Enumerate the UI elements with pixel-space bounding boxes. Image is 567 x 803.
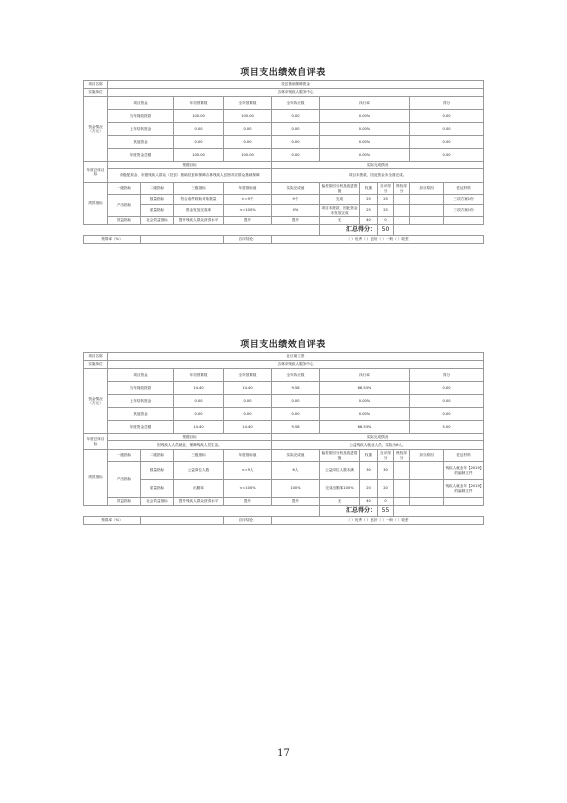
weight-value: 40: [360, 217, 378, 225]
header-deduct: 扣分原因: [410, 450, 444, 462]
budget-rate-label: 预算率（%）: [84, 517, 141, 525]
deduct-value: [410, 217, 444, 225]
actual-value: 提升: [272, 217, 320, 225]
header-ind1: 一级指标: [108, 450, 141, 462]
cell-budget: 14.40: [174, 421, 224, 434]
self-score-value: 30: [378, 462, 394, 480]
cell-rate: 0.00%: [320, 136, 410, 149]
actual-value: 9个: [272, 195, 320, 205]
weight-value: 20: [360, 480, 378, 498]
page-number: 17: [277, 748, 290, 759]
row-label: 当年财政拨款: [108, 110, 174, 123]
cell-rate: 0.00%: [320, 123, 410, 136]
header-fullyear: 全年预算数: [224, 97, 272, 110]
weight-value: 30: [360, 462, 378, 480]
ind2-social: 社会效益指标: [141, 217, 174, 225]
header-actual: 实际完成值: [272, 183, 320, 195]
cell-rate: 0.00%: [320, 408, 410, 421]
actual-goal-text: 公益残疾人就业人员，实际为6人。: [272, 441, 484, 450]
cell-score: 0.00: [410, 408, 484, 421]
evidence-value: 三项方案1份: [444, 205, 484, 217]
deduct-value: [410, 462, 444, 480]
deviation-value: 无: [320, 217, 360, 225]
header-expected-goal: 预期目标: [108, 434, 272, 441]
verify-score-value: [394, 462, 410, 480]
deviation-value: 无: [320, 498, 360, 506]
cell-exec: 9.58: [272, 382, 320, 395]
verify-score-value: [394, 217, 410, 225]
verify-score-value: [394, 195, 410, 205]
evaluation-table: [83, 352, 484, 525]
header-item: 项目资金: [108, 97, 174, 110]
cell-score: 0.00: [410, 395, 484, 408]
evidence-value: 三项方案1份: [444, 195, 484, 205]
evidence-value: [444, 217, 484, 225]
target-value: 提升: [224, 217, 272, 225]
weight-value: 40: [360, 498, 378, 506]
evidence-value: 残疾人就业年【2019】的编制文件: [444, 462, 484, 480]
label-impl-unit: 实施单位: [84, 361, 108, 369]
header-expected-goal: 预期目标: [108, 162, 272, 169]
ind3-value: 提升残疾人群众获得水平: [174, 217, 224, 225]
cell-fullyear: 100.00: [224, 110, 272, 123]
cell-exec: 0.00: [272, 110, 320, 123]
cell-exec: 0.00: [272, 408, 320, 421]
header-actual-goal: 实际完成情况: [272, 434, 484, 441]
header-target: 年度指标值: [224, 450, 272, 462]
cell-rate: 66.53%: [320, 421, 410, 434]
ind2-quality: 质量指标: [141, 480, 174, 498]
cell-exec: 0.00: [272, 136, 320, 149]
cell-score: 5.00: [410, 421, 484, 434]
total-score-value: 50: [378, 225, 394, 236]
deviation-value: 完成出勤率100%: [320, 480, 360, 498]
header-weight: 权重: [360, 183, 378, 195]
header-self-score: 自评得分: [378, 450, 394, 462]
cell-fullyear: 14.40: [224, 382, 272, 395]
label-perf: 绩效指标: [84, 450, 108, 506]
actual-value: 6人: [272, 462, 320, 480]
sheet-title: 项目支出绩效自评表: [240, 340, 326, 350]
label-funds: 资金情况（万元）: [84, 97, 108, 162]
evaluation-sheet-2: [83, 338, 483, 525]
grade-label: 自评结论：: [224, 517, 272, 525]
sheet-title: 项目支出绩效自评表: [240, 68, 326, 78]
target-value: <=100%: [224, 480, 272, 498]
ind3-value: 符合条件救助对象数量: [174, 195, 224, 205]
cell-budget: 100.00: [174, 149, 224, 162]
row-label: 上年结转资金: [108, 395, 174, 408]
ind1-effect: 效益指标: [108, 498, 141, 506]
header-actual: 实际完成值: [272, 450, 320, 462]
actual-value: 0%: [272, 205, 320, 217]
header-exec: 全年执行数: [272, 369, 320, 382]
ind2-quality: 质量指标: [141, 205, 174, 217]
label-project-name: 项目名称: [84, 81, 108, 89]
ind3-value: 资金发放完成率: [174, 205, 224, 217]
label-funds: 资金情况（万元）: [84, 369, 108, 434]
cell-score: 0.00: [410, 136, 484, 149]
label-project-name: 项目名称: [84, 353, 108, 361]
row-label: 年度资金总额: [108, 421, 174, 434]
header-ind3: 三级指标: [174, 450, 224, 462]
self-score-value: 25: [378, 195, 394, 205]
ind3-value: 公益岗位人数: [174, 462, 224, 480]
ind3-value: 出勤率: [174, 480, 224, 498]
target-value: <=9人: [224, 462, 272, 480]
header-deviation: 偏差原因分析及改进措施: [320, 183, 360, 195]
cell-budget: 0.00: [174, 136, 224, 149]
weight-value: 25: [360, 205, 378, 217]
deduct-value: [410, 498, 444, 506]
deduct-value: [410, 480, 444, 498]
actual-value: 提升: [272, 498, 320, 506]
target-value: 提升: [224, 498, 272, 506]
cell-score: 0.00: [410, 382, 484, 395]
header-deduct: 扣分原因: [410, 183, 444, 195]
cell-budget: 0.00: [174, 123, 224, 136]
header-self-score: 自评得分: [378, 183, 394, 195]
header-weight: 权重: [360, 450, 378, 462]
cell-budget: 100.00: [174, 110, 224, 123]
header-ind1: 一级指标: [108, 183, 141, 195]
cell-exec: 0.00: [272, 149, 320, 162]
row-label: 其他资金: [108, 408, 174, 421]
cell-fullyear: 0.00: [224, 408, 272, 421]
evaluation-table: [83, 80, 484, 244]
evidence-value: 残疾人就业年【2019】的编制文件: [444, 480, 484, 498]
header-budget: 年初预算数: [174, 97, 224, 110]
evaluation-sheet-1: [83, 66, 483, 244]
weight-value: 25: [360, 195, 378, 205]
target-value: <=100%: [224, 205, 272, 217]
row-label: 其他资金: [108, 136, 174, 149]
target-value: >=9个: [224, 195, 272, 205]
header-ind2: 二级指标: [141, 183, 174, 195]
ind3-value: 提升残疾人群众获得水平: [174, 498, 224, 506]
label-goals: 年度总体目标: [84, 434, 108, 450]
verify-score-value: [394, 480, 410, 498]
cell-budget: 0.00: [174, 408, 224, 421]
cell-exec: 0.00: [272, 123, 320, 136]
total-score-label: 汇总得分：: [320, 506, 378, 517]
cell-rate: 0.00%: [320, 149, 410, 162]
ind2-social: 社会效益指标: [141, 498, 174, 506]
self-score-value: 0: [378, 498, 394, 506]
expected-goal-text: 因残疾人人员就业、保障残疾人员生活。: [108, 441, 272, 450]
row-label: 当年财政拨款: [108, 382, 174, 395]
cell-budget: 0.00: [174, 395, 224, 408]
header-verify-score: 核验得分: [394, 450, 410, 462]
ind1-output: 产出指标: [108, 462, 141, 498]
cell-score: 0.00: [410, 110, 484, 123]
ind1-effect: 效益指标: [108, 217, 141, 225]
verify-score-value: [394, 498, 410, 506]
deduct-value: [410, 205, 444, 217]
row-label: 上年结转资金: [108, 123, 174, 136]
header-score: 得分: [410, 369, 484, 382]
impl-unit-value: 吉林市残疾人服务中心: [108, 361, 484, 369]
header-verify-score: 核验得分: [394, 183, 410, 195]
cell-score: 0.00: [410, 149, 484, 162]
cell-budget: 14.40: [174, 382, 224, 395]
cell-score: 0.00: [410, 123, 484, 136]
cell-rate: 0.00%: [320, 110, 410, 123]
ind1-output: 产出指标: [108, 195, 141, 217]
cell-rate: 66.53%: [320, 382, 410, 395]
deviation-value: 公益岗位人数未满: [320, 462, 360, 480]
budget-rate-label: 预算率（%）: [84, 236, 141, 244]
header-target: 年度指标值: [224, 183, 272, 195]
header-fullyear: 全年预算数: [224, 369, 272, 382]
grade-label: 自评结论：: [224, 236, 272, 244]
cell-exec: 0.00: [272, 395, 320, 408]
cell-rate: 0.00%: [320, 395, 410, 408]
label-perf: 绩效指标: [84, 183, 108, 225]
verify-score-value: [394, 205, 410, 217]
header-score: 得分: [410, 97, 484, 110]
evidence-value: [444, 498, 484, 506]
grade-options: （ ）优秀（ ）良好（ ）一般（ ）较差: [272, 236, 484, 244]
label-impl-unit: 实施单位: [84, 89, 108, 97]
header-item: 项目资金: [108, 369, 174, 382]
self-score-value: 20: [378, 480, 394, 498]
ind2-quantity: 数量指标: [141, 462, 174, 480]
cell-fullyear: 0.00: [224, 136, 272, 149]
cell-fullyear: 100.00: [224, 149, 272, 162]
project-name-value: 扶贫基础保障资金: [108, 81, 484, 89]
header-budget: 年初预算数: [174, 369, 224, 382]
label-goals: 年度总体目标: [84, 162, 108, 183]
header-ind2: 二级指标: [141, 450, 174, 462]
header-deviation: 偏差原因分析及改进措施: [320, 450, 360, 462]
header-ind3: 三级指标: [174, 183, 224, 195]
self-score-value: 0: [378, 217, 394, 225]
cell-fullyear: 14.40: [224, 421, 272, 434]
deviation-value: 完成: [320, 195, 360, 205]
cell-exec: 9.58: [272, 421, 320, 434]
row-label: 年度资金总额: [108, 149, 174, 162]
deviation-value: 项目未拨款，因此资金未发放完成: [320, 205, 360, 217]
actual-value: 100%: [272, 480, 320, 498]
header-exec: 全年执行数: [272, 97, 320, 110]
self-score-value: 25: [378, 205, 394, 217]
ind2-quantity: 数量指标: [141, 195, 174, 205]
impl-unit-value: 吉林市残疾人服务中心: [108, 89, 484, 97]
project-name-value: 社区助工资: [108, 353, 484, 361]
actual-goal-text: 项目未拨款，因此资金未全面完成。: [272, 169, 484, 183]
header-rate: 执行率: [320, 97, 410, 110]
total-score-value: 55: [378, 506, 394, 517]
expected-goal-text: 市级配套金、市级残疾人群众（扶贫）基础扶贫和保障吉林残疾人贫困对应群众基础保障: [108, 169, 272, 183]
grade-options: （ ）优秀（ ）良好（ ）一般（ ）较差: [272, 517, 484, 525]
header-evidence: 佐证材料: [444, 183, 484, 195]
cell-fullyear: 0.00: [224, 395, 272, 408]
deduct-value: [410, 195, 444, 205]
header-evidence: 佐证材料: [444, 450, 484, 462]
header-actual-goal: 实际完成情况: [272, 162, 484, 169]
header-rate: 执行率: [320, 369, 410, 382]
cell-fullyear: 0.00: [224, 123, 272, 136]
total-score-label: 汇总得分：: [320, 225, 378, 236]
